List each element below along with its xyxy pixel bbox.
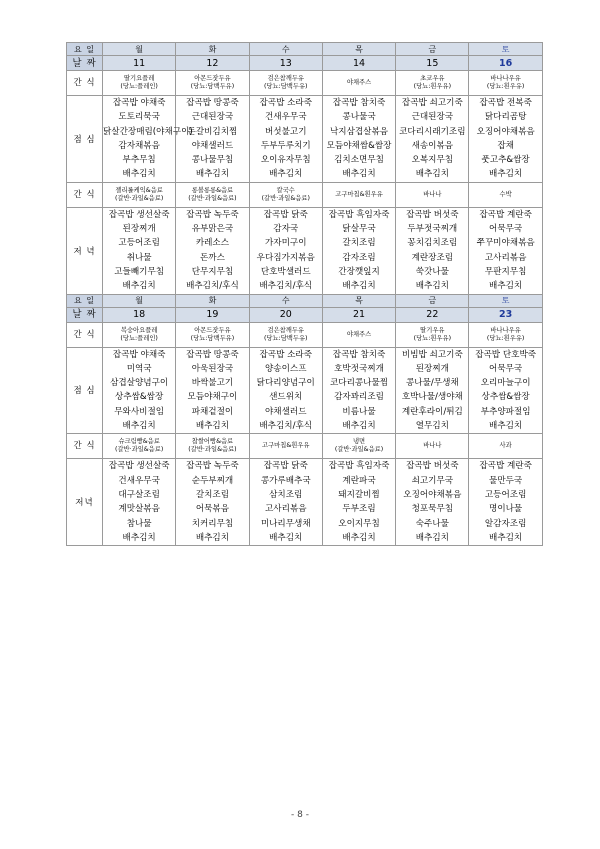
morning-snack-line: (당뇨:담백두유) bbox=[263, 334, 308, 342]
afternoon-snack-cell bbox=[396, 434, 469, 459]
day-cell: 월 bbox=[103, 43, 176, 56]
afternoon-snack-cell bbox=[469, 182, 542, 207]
menu-item: 취나물 bbox=[126, 252, 152, 263]
menu-item: 잡곡밥 참치죽 bbox=[332, 98, 386, 108]
morning-snack-label: 간 식 bbox=[67, 322, 103, 347]
afternoon-snack-label: 간 식 bbox=[67, 434, 103, 459]
menu-item: 낙지삼겹살볶음 bbox=[329, 126, 389, 137]
menu-item: 치커리무침 bbox=[191, 518, 234, 529]
afternoon-snack-line: 냉면 bbox=[352, 438, 366, 446]
afternoon-snack-cell bbox=[103, 434, 176, 459]
menu-item: 계란후라이/튀김 bbox=[401, 406, 463, 417]
afternoon-snack-cell bbox=[249, 182, 322, 207]
meal-plan-table bbox=[66, 42, 543, 546]
menu-item: 두부조림 bbox=[342, 504, 376, 515]
menu-item: 야채샐러드 bbox=[264, 406, 307, 417]
menu-item: 우다짐가지볶음 bbox=[256, 252, 315, 263]
date-cell: 15 bbox=[396, 56, 469, 71]
morning-snack-cell bbox=[322, 71, 395, 96]
dinner-cell bbox=[469, 207, 542, 294]
menu-item: 배추김치/후식 bbox=[186, 281, 239, 292]
dinner-cell bbox=[322, 207, 395, 294]
menu-item: 버섯불고기 bbox=[264, 126, 307, 137]
menu-item: 꽁치김치조림 bbox=[407, 238, 458, 249]
menu-item: 잡곡밥 닭죽 bbox=[263, 209, 308, 220]
menu-item: 상추쌈&쌈장 bbox=[115, 392, 164, 403]
menu-item: 김치소면무침 bbox=[334, 155, 384, 166]
lunch-label: 점 심 bbox=[67, 347, 103, 434]
morning-snack-cell bbox=[322, 322, 395, 347]
menu-item: 잡곡밥 땅콩죽 bbox=[186, 98, 239, 108]
afternoon-snack-line: (갈반·과일&음료) bbox=[114, 194, 164, 202]
dinner-cell bbox=[396, 459, 469, 546]
afternoon-snack-cell bbox=[322, 434, 395, 459]
menu-item: 잡곡밥 단호박죽 bbox=[475, 349, 537, 360]
morning-snack-line: 바나나우유 bbox=[490, 326, 521, 334]
day-cell: 화 bbox=[176, 294, 249, 307]
menu-item: 닭다리곰탕 bbox=[484, 112, 527, 123]
date-cell: 13 bbox=[249, 56, 322, 71]
menu-item: 열무김치 bbox=[415, 421, 449, 432]
menu-item: 두부젓국찌개 bbox=[407, 224, 458, 235]
dinner-cell bbox=[249, 207, 322, 294]
morning-snack-line: (당뇨:흰우유) bbox=[486, 334, 525, 342]
menu-item: 잡곡밥 땅콩죽 bbox=[186, 349, 239, 360]
menu-item: 쑥갓나물 bbox=[415, 266, 449, 277]
menu-item: 오리마늘구이 bbox=[480, 378, 531, 389]
menu-item: 부추양파절임 bbox=[480, 406, 531, 417]
menu-item: 미역국 bbox=[126, 363, 152, 374]
date-cell: 11 bbox=[103, 56, 176, 71]
dinner-row bbox=[67, 459, 543, 546]
date-cell: 22 bbox=[396, 307, 469, 322]
menu-item: 계란파국 bbox=[342, 475, 376, 486]
menu-item: 비빔밥 쇠고기죽 bbox=[401, 349, 463, 360]
morning-snack-line: (당뇨:담백두유) bbox=[263, 83, 308, 90]
morning-snack-row bbox=[67, 71, 543, 96]
menu-item: 가자미구이 bbox=[264, 238, 307, 249]
afternoon-snack-cell bbox=[469, 434, 542, 459]
afternoon-snack-cell bbox=[103, 182, 176, 207]
lunch-cell bbox=[249, 347, 322, 434]
menu-item: 배추김치 bbox=[122, 169, 156, 180]
menu-item: 잡곡밥 참치죽 bbox=[332, 349, 386, 360]
menu-item: 무판지무침 bbox=[484, 266, 527, 277]
menu-item: 무와사비절임 bbox=[114, 406, 165, 417]
menu-item: 비름나물 bbox=[342, 406, 376, 417]
afternoon-snack-line: 롱볼롱롱&음료 bbox=[191, 186, 234, 194]
date-header-row bbox=[67, 307, 543, 322]
lunch-row bbox=[67, 347, 543, 434]
lunch-cell bbox=[469, 96, 542, 183]
morning-snack-line: 초코우유 bbox=[420, 75, 445, 82]
menu-item: 배추김치 bbox=[195, 532, 230, 543]
dinner-cell bbox=[103, 459, 176, 546]
menu-item: 잡곡밥 계란죽 bbox=[479, 461, 532, 472]
morning-snack-line: 검은참깨두유 bbox=[267, 75, 304, 82]
menu-item: 배추김치 bbox=[489, 169, 523, 180]
menu-item: 잡곡밥 생선살죽 bbox=[108, 209, 170, 220]
page-number: - 8 - bbox=[291, 810, 309, 820]
menu-item: 근대된장국 bbox=[411, 112, 454, 123]
dinner-cell bbox=[176, 459, 249, 546]
menu-item: 명이나물 bbox=[489, 504, 523, 515]
day-label: 요 일 bbox=[67, 43, 103, 56]
menu-item: 닭다리양념구이 bbox=[256, 378, 315, 389]
menu-item: 배추김치/후식 bbox=[259, 421, 313, 432]
day-header-row bbox=[67, 294, 543, 307]
menu-item: 청포묵무침 bbox=[411, 504, 454, 515]
morning-snack-line: 아몬드잣두유 bbox=[194, 326, 231, 334]
afternoon-snack-line: 수박 bbox=[499, 190, 512, 198]
menu-item: 호박나물/생야채 bbox=[401, 392, 463, 403]
menu-item: 감자채볶음 bbox=[118, 140, 160, 151]
morning-snack-cell bbox=[103, 71, 176, 96]
day-cell: 목 bbox=[322, 294, 395, 307]
afternoon-snack-line: 바나나 bbox=[423, 190, 442, 198]
menu-item: 대구살조림 bbox=[118, 489, 160, 500]
menu-item: 오이지무침 bbox=[338, 518, 380, 529]
menu-item: 잡곡밥 야채죽 bbox=[112, 349, 166, 360]
date-label: 날 짜 bbox=[67, 307, 103, 322]
menu-item: 쇠고기무국 bbox=[411, 475, 454, 486]
day-cell: 월 bbox=[103, 294, 176, 307]
afternoon-snack-line: (갈반·과일&음료) bbox=[188, 446, 237, 454]
afternoon-snack-line: 칼국수 bbox=[276, 186, 295, 194]
afternoon-snack-line: 찹쌀어빵&음료 bbox=[191, 438, 234, 446]
menu-item: 잡곡밥 흑임자죽 bbox=[328, 209, 390, 220]
date-cell: 23 bbox=[469, 307, 542, 322]
menu-item: 배추김치 bbox=[122, 281, 156, 292]
menu-item: 양송이스프 bbox=[264, 363, 307, 374]
menu-item: 계맛살볶음 bbox=[118, 504, 160, 515]
menu-item: 두부두루치기 bbox=[260, 140, 311, 151]
menu-item: 새송이볶음 bbox=[411, 140, 454, 151]
menu-item: 콩가루배추국 bbox=[260, 475, 311, 486]
morning-snack-line: 야채주스 bbox=[346, 79, 372, 86]
morning-snack-cell bbox=[469, 71, 542, 96]
menu-item: 콩나물무침 bbox=[191, 155, 234, 166]
menu-item: 호박젓국찌개 bbox=[334, 363, 384, 374]
menu-item: 배추김치 bbox=[122, 532, 156, 543]
morning-snack-cell bbox=[176, 322, 249, 347]
morning-snack-cell bbox=[249, 322, 322, 347]
menu-item: 도토리묵국 bbox=[118, 112, 160, 123]
menu-item: 부추무침 bbox=[122, 155, 156, 166]
morning-snack-label: 간 식 bbox=[67, 71, 103, 96]
menu-item: 배추김치 bbox=[269, 169, 303, 180]
menu-item: 모듬야채쌈&쌈장 bbox=[326, 140, 392, 151]
menu-item: 간장깻잎지 bbox=[338, 266, 380, 277]
menu-item: 배추김치 bbox=[489, 421, 523, 432]
menu-item: 고등어조림 bbox=[484, 489, 527, 500]
menu-item: 콩나물국 bbox=[342, 112, 376, 123]
dinner-label: 저 녁 bbox=[67, 207, 103, 294]
afternoon-snack-row bbox=[67, 182, 543, 207]
menu-item: 순두부찌개 bbox=[191, 475, 234, 486]
morning-snack-line: 딸기요플레 bbox=[123, 75, 155, 82]
afternoon-snack-cell bbox=[249, 434, 322, 459]
menu-item: 잡곡밥 녹두죽 bbox=[186, 209, 239, 220]
date-cell: 12 bbox=[176, 56, 249, 71]
menu-item: 고등어조림 bbox=[118, 238, 160, 249]
dinner-row bbox=[67, 207, 543, 294]
morning-snack-line: 검은참깨두유 bbox=[267, 326, 304, 334]
date-cell: 16 bbox=[469, 56, 542, 71]
menu-item: 근대된장국 bbox=[191, 112, 234, 123]
lunch-label: 점 심 bbox=[67, 96, 103, 183]
afternoon-snack-line: (갈반·과일&음료) bbox=[188, 194, 237, 202]
menu-item: 파채겉절이 bbox=[191, 406, 234, 417]
menu-item: 닭살무국 bbox=[342, 224, 376, 235]
lunch-cell bbox=[396, 96, 469, 183]
menu-item: 오징어야채볶음 bbox=[476, 126, 535, 137]
afternoon-snack-line: 고구마칩&흰우유 bbox=[261, 442, 310, 450]
menu-item: 갈치조림 bbox=[342, 238, 376, 249]
menu-item: 풋고추&쌈장 bbox=[481, 155, 530, 166]
menu-item: 잡곡밥 버섯죽 bbox=[406, 209, 459, 220]
afternoon-snack-line: 바나나 bbox=[423, 442, 442, 450]
menu-item: 코다리시래기조림 bbox=[399, 126, 466, 137]
lunch-cell bbox=[176, 347, 249, 434]
menu-item: 어묵무국 bbox=[489, 363, 523, 374]
lunch-cell bbox=[103, 347, 176, 434]
day-cell: 토 bbox=[469, 43, 542, 56]
day-cell: 금 bbox=[396, 294, 469, 307]
day-cell: 수 bbox=[249, 294, 322, 307]
menu-item: 야채샐러드 bbox=[191, 140, 234, 151]
menu-item: 단무지무침 bbox=[191, 266, 234, 277]
menu-item: 돈까스 bbox=[199, 252, 225, 263]
menu-item: 코다리콩나물찜 bbox=[329, 378, 389, 389]
dinner-cell bbox=[249, 459, 322, 546]
morning-snack-line: 복숭아요플레 bbox=[120, 326, 158, 334]
menu-item: 어묵볶음 bbox=[195, 504, 230, 515]
menu-item: 감자조림 bbox=[342, 252, 376, 263]
menu-item: 고사리볶음 bbox=[264, 504, 307, 515]
menu-item: 계란장조림 bbox=[411, 252, 454, 263]
menu-item: 삼치조림 bbox=[269, 489, 303, 500]
morning-snack-cell bbox=[469, 322, 542, 347]
morning-snack-line: 야채주스 bbox=[346, 330, 372, 338]
morning-snack-cell bbox=[249, 71, 322, 96]
date-cell: 18 bbox=[103, 307, 176, 322]
morning-snack-line: 아몬드잣두유 bbox=[194, 75, 231, 82]
morning-snack-line: 딸기우유 bbox=[420, 326, 445, 334]
menu-item: 잡곡밥 계란죽 bbox=[479, 209, 532, 220]
dinner-cell bbox=[469, 459, 542, 546]
dinner-cell bbox=[103, 207, 176, 294]
lunch-cell bbox=[322, 96, 395, 183]
afternoon-snack-line: 젤리롤케익&음료 bbox=[115, 186, 163, 194]
date-cell: 21 bbox=[322, 307, 395, 322]
afternoon-snack-cell bbox=[396, 182, 469, 207]
morning-snack-line: (당뇨:흰우유) bbox=[413, 334, 452, 342]
date-cell: 14 bbox=[322, 56, 395, 71]
morning-snack-line: (당뇨:담백두유) bbox=[190, 334, 235, 342]
morning-snack-cell bbox=[103, 322, 176, 347]
menu-item: 잡곡밥 야채죽 bbox=[112, 98, 166, 108]
afternoon-snack-line: (갈반·과일&음료) bbox=[261, 194, 310, 202]
menu-item: 배추김치 bbox=[489, 281, 523, 292]
date-label: 날 짜 bbox=[67, 56, 103, 71]
day-cell: 토 bbox=[469, 294, 542, 307]
menu-item: 잡곡밥 닭죽 bbox=[263, 461, 308, 472]
lunch-cell bbox=[103, 96, 193, 183]
menu-item: 오이유자무침 bbox=[260, 155, 311, 166]
menu-item: 참나물 bbox=[126, 518, 152, 529]
day-cell: 수 bbox=[249, 43, 322, 56]
day-cell: 목 bbox=[322, 43, 395, 56]
afternoon-snack-line: 사과 bbox=[499, 442, 512, 450]
afternoon-snack-line: (갈반·과일&음료) bbox=[114, 446, 164, 454]
day-header-row bbox=[67, 43, 543, 56]
date-cell: 19 bbox=[176, 307, 249, 322]
menu-item: 카레소스 bbox=[195, 238, 230, 249]
menu-item: 배추김치 bbox=[195, 169, 230, 180]
afternoon-snack-row bbox=[67, 434, 543, 459]
menu-item: 건새우무국 bbox=[264, 112, 307, 123]
menu-item: 물만두국 bbox=[489, 475, 523, 486]
menu-item: 배추김치 bbox=[489, 532, 523, 543]
menu-item: 오복지무침 bbox=[411, 155, 454, 166]
menu-item: 숙주나물 bbox=[415, 518, 449, 529]
menu-item: 배추김치 bbox=[342, 532, 376, 543]
menu-item: 바싹불고기 bbox=[191, 378, 234, 389]
morning-snack-line: (당뇨:플레인) bbox=[120, 334, 158, 342]
menu-item: 배추김치 bbox=[415, 281, 449, 292]
menu-item: 갈치조림 bbox=[195, 489, 230, 500]
afternoon-snack-cell bbox=[322, 182, 395, 207]
menu-item: 감자꽈리조림 bbox=[334, 392, 384, 403]
menu-item: 돼지갈비찜 bbox=[338, 489, 380, 500]
morning-snack-line: (당뇨:플레인) bbox=[120, 83, 158, 90]
afternoon-snack-line: (갈반·과일&음료) bbox=[334, 446, 384, 454]
morning-snack-cell bbox=[396, 322, 469, 347]
morning-snack-line: (당뇨:흰우유) bbox=[486, 83, 525, 90]
date-header-row bbox=[67, 56, 543, 71]
menu-item: 고사리볶음 bbox=[484, 252, 527, 263]
menu-item: 오징어야채볶음 bbox=[403, 489, 462, 500]
menu-item: 유부맑은국 bbox=[191, 224, 234, 235]
menu-item: 배추김치 bbox=[269, 532, 303, 543]
menu-item: 삼겹살양념구이 bbox=[110, 378, 169, 389]
lunch-cell bbox=[396, 347, 469, 434]
menu-item: 잡곡밥 녹두죽 bbox=[186, 461, 239, 472]
day-label: 요 일 bbox=[67, 294, 103, 307]
menu-item: 된장찌개 bbox=[122, 224, 156, 235]
morning-snack-line: (당뇨:흰우유) bbox=[413, 83, 452, 90]
morning-snack-line: (당뇨:담백두유) bbox=[190, 83, 235, 90]
lunch-row bbox=[67, 96, 543, 183]
dinner-cell bbox=[322, 459, 395, 546]
menu-item: 배추김치 bbox=[342, 281, 376, 292]
menu-item: 어묵무국 bbox=[489, 224, 523, 235]
day-cell: 금 bbox=[396, 43, 469, 56]
menu-item: 잡곡밥 소라죽 bbox=[259, 98, 313, 108]
menu-item: 배추김치 bbox=[342, 169, 376, 180]
lunch-cell bbox=[249, 96, 322, 183]
afternoon-snack-cell bbox=[176, 182, 249, 207]
menu-item: 닭살간장매림(야채구이) bbox=[103, 126, 193, 137]
date-cell: 20 bbox=[249, 307, 322, 322]
morning-snack-cell bbox=[396, 71, 469, 96]
menu-item: 상추쌈&쌈장 bbox=[481, 392, 530, 403]
menu-item: 배추김치 bbox=[122, 421, 156, 432]
menu-item: 배추김치 bbox=[415, 532, 449, 543]
menu-item: 잡곡밥 버섯죽 bbox=[406, 461, 459, 472]
menu-item: 모듬야채구이 bbox=[187, 392, 238, 403]
morning-snack-row bbox=[67, 322, 543, 347]
menu-item: 배추김치 bbox=[195, 421, 230, 432]
menu-item: 샌드위치 bbox=[269, 392, 303, 403]
menu-item: 고들빼기무침 bbox=[114, 266, 165, 277]
afternoon-snack-label: 간 식 bbox=[67, 182, 103, 207]
afternoon-snack-line: 고구마칩&흰우유 bbox=[335, 190, 383, 198]
menu-item: 잡곡밥 생선살죽 bbox=[108, 461, 170, 472]
menu-item: 배추김치 bbox=[415, 169, 449, 180]
afternoon-snack-line: 슈크림빵&음료 bbox=[118, 438, 160, 446]
menu-item: 아욱된장국 bbox=[191, 363, 234, 374]
menu-item: 감자국 bbox=[273, 224, 299, 235]
menu-item: 돈갈비김치찜 bbox=[187, 126, 238, 137]
menu-item: 배추김치 bbox=[342, 421, 376, 432]
menu-item: 단호박샐러드 bbox=[260, 266, 311, 277]
dinner-cell bbox=[176, 207, 249, 294]
menu-item: 된장찌개 bbox=[415, 363, 449, 374]
afternoon-snack-cell bbox=[176, 434, 249, 459]
lunch-cell bbox=[322, 347, 395, 434]
menu-item: 잡곡밥 전복죽 bbox=[479, 98, 532, 108]
lunch-cell bbox=[176, 96, 249, 183]
menu-item: 잡채 bbox=[497, 140, 514, 151]
menu-item: 쭈꾸미야채볶음 bbox=[476, 238, 535, 249]
day-cell: 화 bbox=[176, 43, 249, 56]
menu-item: 콩나물/무생채 bbox=[405, 378, 459, 389]
dinner-label: 저녁 bbox=[67, 459, 103, 546]
dinner-cell bbox=[396, 207, 469, 294]
morning-snack-line: 바나나우유 bbox=[490, 75, 521, 82]
menu-item: 잡곡밥 소라죽 bbox=[259, 349, 313, 360]
menu-item: 배추김치/후식 bbox=[259, 281, 313, 292]
menu-item: 알감자조림 bbox=[484, 518, 527, 529]
morning-snack-cell bbox=[176, 71, 249, 96]
menu-item: 잡곡밥 흑임자죽 bbox=[328, 461, 390, 472]
lunch-cell bbox=[469, 347, 542, 434]
menu-item: 미나리무생채 bbox=[260, 518, 311, 529]
menu-item: 잡곡밥 쇠고기죽 bbox=[401, 98, 463, 108]
menu-item: 건새우무국 bbox=[118, 475, 160, 486]
